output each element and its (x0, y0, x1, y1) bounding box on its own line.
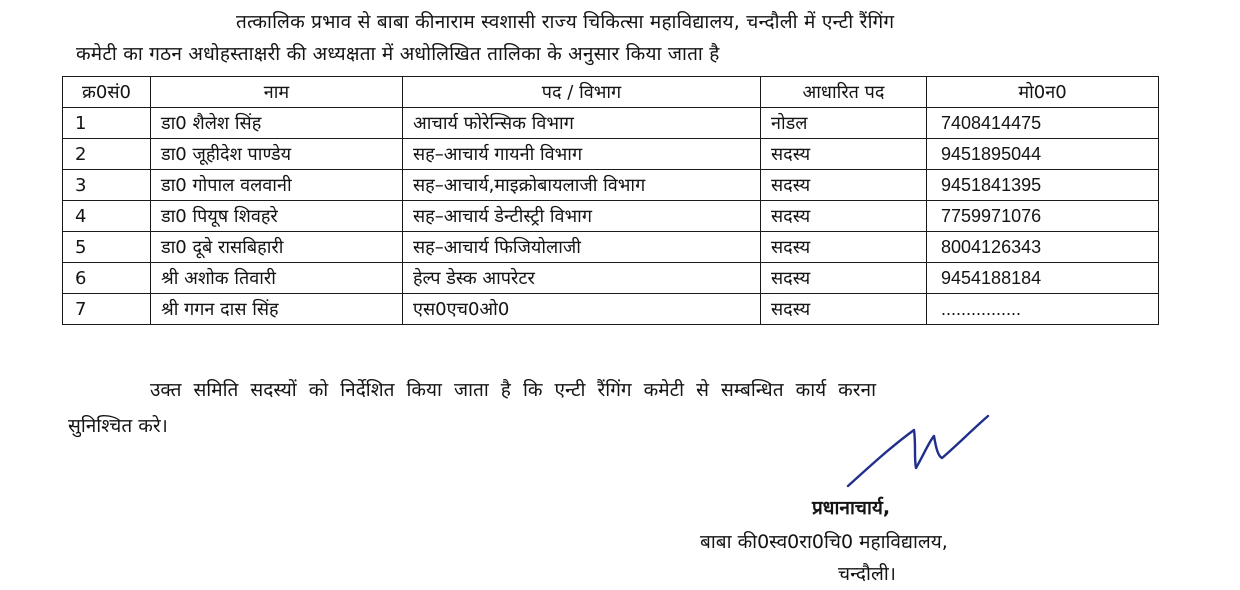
cell-designation: आचार्य फोरेन्सिक विभाग (403, 108, 761, 139)
header-role: आधारित पद (761, 77, 927, 108)
table-row (63, 294, 1159, 325)
cell-role: सदस्य (761, 201, 927, 232)
cell-serial: 2 (63, 139, 151, 170)
cell-mobile: ................ (927, 294, 1159, 325)
header-designation: पद / विभाग (403, 77, 761, 108)
table-row (63, 201, 1159, 232)
cell-mobile: 9454188184 (927, 263, 1159, 294)
table-row (63, 232, 1159, 263)
cell-designation: सह–आचार्य,माइक्रोबायलाजी विभाग (403, 170, 761, 201)
cell-role: सदस्य (761, 170, 927, 201)
signatory-college: बाबा की0स्व0रा0चि0 महाविद्यालय, (700, 531, 948, 553)
cell-designation: सह–आचार्य डेन्टीस्ट्री विभाग (403, 201, 761, 232)
cell-role: सदस्य (761, 139, 927, 170)
cell-name: डा0 शैलेश सिंह (151, 108, 403, 139)
cell-serial: 5 (63, 232, 151, 263)
cell-serial: 7 (63, 294, 151, 325)
cell-mobile: 8004126343 (927, 232, 1159, 263)
signatory-place: चन्दौली। (838, 563, 896, 585)
cell-serial: 4 (63, 201, 151, 232)
handwritten-signature (840, 400, 1000, 492)
cell-designation: सह–आचार्य फिजियोलाजी (403, 232, 761, 263)
cell-designation: सह–आचार्य गायनी विभाग (403, 139, 761, 170)
cell-mobile: 9451841395 (927, 170, 1159, 201)
cell-mobile: 9451895044 (927, 139, 1159, 170)
signatory-title: प्रधानाचार्य, (812, 497, 891, 519)
closing-line-1: उक्त समिति सदस्यों को निर्देशित किया जाता है कि एन्टी रैंगिंग कमेटी से सम्बन्धित कार्य करना (150, 379, 877, 401)
cell-serial: 1 (63, 108, 151, 139)
cell-role: सदस्य (761, 294, 927, 325)
cell-mobile: 7408414475 (927, 108, 1159, 139)
header-mobile: मो0न0 (927, 77, 1159, 108)
table-row (63, 263, 1159, 294)
cell-designation: हेल्प डेस्क आपरेटर (403, 263, 761, 294)
cell-name: डा0 जूहीदेश पाण्डेय (151, 139, 403, 170)
cell-name: डा0 पियूष शिवहरे (151, 201, 403, 232)
closing-line-2: सुनिश्चित करे। (68, 415, 168, 437)
table-row (63, 108, 1159, 139)
committee-table (62, 76, 1159, 325)
intro-line-2: कमेटी का गठन अधोहस्ताक्षरी की अध्यक्षता में अधोलिखित तालिका के अनुसार किया जाता है (76, 43, 720, 65)
cell-serial: 3 (63, 170, 151, 201)
cell-name: श्री अशोक तिवारी (151, 263, 403, 294)
cell-designation: एस0एच0ओ0 (403, 294, 761, 325)
table-header-row (63, 77, 1159, 108)
cell-name: श्री गगन दास सिंह (151, 294, 403, 325)
cell-name: डा0 दूबे रासबिहारी (151, 232, 403, 263)
cell-mobile: 7759971076 (927, 201, 1159, 232)
cell-serial: 6 (63, 263, 151, 294)
table-row (63, 139, 1159, 170)
cell-name: डा0 गोपाल वलवानी (151, 170, 403, 201)
header-serial: क्र0सं0 (63, 77, 151, 108)
cell-role: नोडल (761, 108, 927, 139)
table-row (63, 170, 1159, 201)
header-name: नाम (151, 77, 403, 108)
cell-role: सदस्य (761, 232, 927, 263)
intro-line-1: तत्कालिक प्रभाव से बाबा कीनाराम स्वशासी राज्य चिकित्सा महाविद्यालय, चन्दौली में एन्टी रैंगिंग (236, 11, 895, 33)
cell-role: सदस्य (761, 263, 927, 294)
